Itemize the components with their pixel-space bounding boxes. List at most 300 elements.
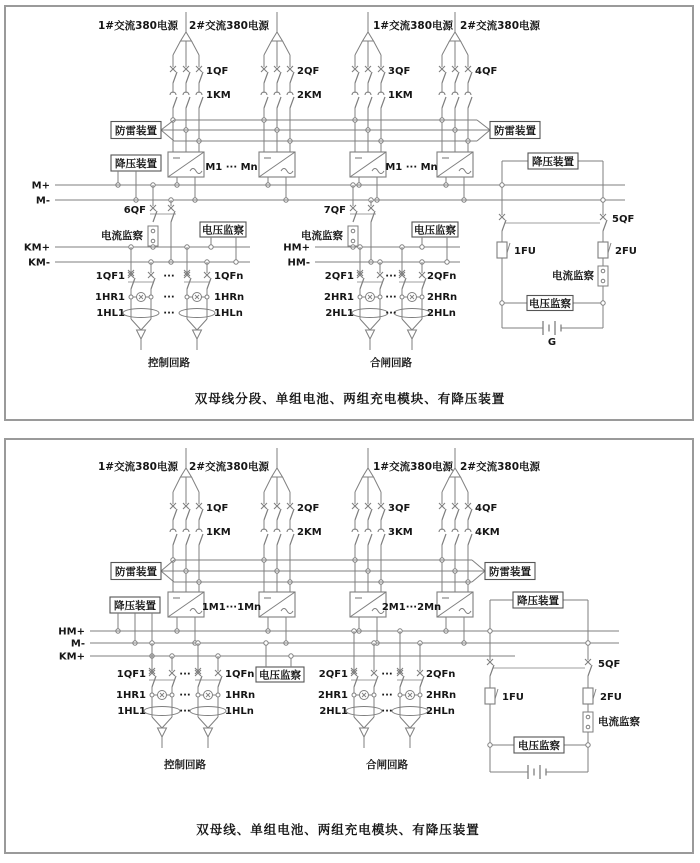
current-sensor-icon	[151, 239, 155, 243]
battery-breaker-label: 5QF	[598, 659, 621, 670]
source-triangle-icon	[363, 32, 374, 41]
wire	[264, 41, 272, 55]
bus-label: KM+	[58, 651, 85, 663]
junction-dot	[586, 641, 590, 645]
contactor-icon	[378, 529, 384, 532]
fuse-label: 2FU	[600, 692, 622, 703]
wire	[400, 717, 410, 728]
contactor-icon	[170, 92, 176, 95]
wire	[472, 560, 485, 571]
junction-dot	[400, 295, 404, 299]
current-sensor-icon	[601, 269, 605, 273]
breaker-blade	[207, 278, 211, 289]
current-monitor-label: 电流监察	[598, 716, 640, 728]
hl-lens-icon	[352, 309, 388, 318]
fuse-label: 2FU	[615, 246, 637, 257]
contactor-icon	[439, 529, 445, 532]
breaker-blade	[355, 72, 359, 83]
breaker-blade	[186, 509, 190, 520]
breaker-blade	[290, 534, 294, 545]
breaker-blade	[368, 534, 372, 545]
wire	[192, 477, 200, 492]
ellipsis: ···	[179, 706, 191, 717]
bus-label: M+	[31, 180, 50, 192]
breaker-blade	[468, 97, 472, 108]
wire	[412, 319, 422, 330]
module-group-label: 1M1···1Mn	[201, 602, 262, 613]
breaker-blade	[380, 278, 384, 289]
breaker-blade	[277, 534, 281, 545]
junction-dot	[129, 295, 133, 299]
branch-label: 1QF1	[95, 271, 125, 282]
feed-breaker-label: 1QF	[206, 66, 229, 77]
junction-dot	[289, 654, 293, 658]
breaker-blade	[186, 72, 190, 83]
wire	[283, 477, 291, 492]
junction-dot	[420, 295, 424, 299]
breaker-blade	[468, 534, 472, 545]
breaker-blade	[381, 72, 385, 83]
wire	[187, 319, 197, 330]
ellipsis: ···	[385, 292, 397, 303]
junction-dot	[500, 301, 504, 305]
branch-label: 1QFn	[214, 271, 244, 282]
breaker-blade	[151, 278, 155, 289]
wire	[192, 41, 200, 55]
contactor-icon	[452, 92, 458, 95]
contactor-icon	[261, 529, 267, 532]
breaker-blade	[368, 509, 372, 520]
junction-dot	[586, 743, 590, 747]
wire	[152, 717, 162, 728]
voltage-monitor-label: 电压监察	[414, 224, 456, 237]
wire	[364, 717, 374, 728]
breaker-blade	[381, 509, 385, 520]
module-group-label: M1 ··· Mn	[385, 162, 438, 173]
current-monitor-label: 电流监察	[101, 230, 143, 242]
feed-breaker-label: 4QF	[475, 66, 498, 77]
breaker-blade	[218, 676, 222, 687]
outgoing-arrow-icon	[193, 330, 202, 339]
current-monitor-label: 电流监察	[301, 230, 343, 242]
breaker-blade	[603, 220, 607, 231]
bus-label: M-	[70, 638, 85, 650]
breaker-blade	[186, 534, 190, 545]
branch-label: 1HRn	[214, 292, 245, 303]
branch-label: 2HL1	[319, 706, 348, 717]
breaker-blade	[368, 97, 372, 108]
contactor-icon	[287, 529, 293, 532]
wire	[162, 717, 172, 728]
breaker-blade	[442, 509, 446, 520]
breaker-blade	[198, 676, 202, 687]
breaker-blade	[455, 509, 459, 520]
junction-dot	[420, 245, 424, 249]
junction-dot	[150, 693, 154, 697]
breaker-blade	[186, 97, 190, 108]
panel-caption: 双母线分段、单组电池、两组充电模块、有降压装置	[194, 391, 506, 406]
breaker-blade	[355, 509, 359, 520]
breaker-blade	[290, 72, 294, 83]
wire	[161, 130, 174, 141]
feed-breaker-label: 3QF	[388, 503, 411, 514]
fuse-icon	[485, 688, 495, 704]
schematic-canvas-top	[6, 7, 692, 419]
breaker-blade	[442, 534, 446, 545]
branch-label: 1HR1	[95, 292, 125, 303]
feed-contactor-label: 3KM	[388, 527, 413, 538]
breaker-blade	[264, 534, 268, 545]
current-monitor-label: 电流监察	[552, 270, 594, 282]
contactor-icon	[196, 92, 202, 95]
current-sensor-icon	[351, 229, 355, 233]
breaker-blade	[468, 509, 472, 520]
outgoing-arrow-icon	[204, 728, 213, 737]
ellipsis: ···	[163, 292, 175, 303]
fuse-icon	[497, 242, 507, 258]
breaker-blade	[173, 509, 177, 520]
source-label: 1#交流380电源	[373, 461, 454, 473]
breaker-blade	[199, 534, 203, 545]
junction-dot	[264, 641, 268, 645]
breaker-blade	[420, 676, 424, 687]
branch-label: 2HL1	[325, 308, 354, 319]
outgoing-arrow-icon	[406, 728, 415, 737]
source-triangle-icon	[272, 468, 283, 477]
branch-label: 1HL1	[96, 308, 125, 319]
junction-dot	[205, 295, 209, 299]
contactor-icon	[378, 92, 384, 95]
source-triangle-icon	[272, 32, 283, 41]
surge-protector-label: 防雷装置	[115, 124, 157, 137]
branch-label: 1HR1	[116, 690, 146, 701]
contactor-icon	[274, 529, 280, 532]
breaker-blade	[588, 665, 592, 676]
outgoing-arrow-icon	[366, 330, 375, 339]
current-sensor-icon	[351, 239, 355, 243]
breaker-blade	[264, 72, 268, 83]
contactor-icon	[365, 529, 371, 532]
wire	[355, 41, 363, 55]
voltage-monitor-label: 电压监察	[518, 739, 560, 752]
feed-breaker-label: 3QF	[388, 66, 411, 77]
module-group-label: M1 ··· Mn	[205, 162, 258, 173]
feed-breaker-label: 2QF	[297, 66, 320, 77]
source-label: 2#交流380电源	[460, 461, 541, 473]
breaker-blade	[368, 72, 372, 83]
breaker-blade	[152, 676, 156, 687]
contactor-icon	[170, 529, 176, 532]
breaker-blade	[277, 97, 281, 108]
current-sensor-icon	[601, 279, 605, 283]
fuse-label: 1FU	[502, 692, 524, 703]
feed-contactor-label: 1KM	[388, 90, 413, 101]
surge-protector-label: 防雷装置	[494, 124, 536, 137]
contactor-icon	[365, 92, 371, 95]
wire	[374, 477, 382, 492]
breaker-blade	[455, 534, 459, 545]
circuit-caption: 合闸回路	[370, 357, 412, 369]
breaker-blade	[371, 211, 375, 222]
branch-label: 2HLn	[426, 706, 455, 717]
junction-dot	[352, 693, 356, 697]
branch-label: 2HLn	[427, 308, 456, 319]
breaker-blade	[199, 509, 203, 520]
wire	[374, 41, 382, 55]
bus-label: KM-	[28, 257, 50, 269]
fuse-label: 1FU	[514, 246, 536, 257]
ellipsis: ···	[381, 690, 393, 701]
branch-label: 2HRn	[426, 690, 457, 701]
junction-dot	[488, 629, 492, 633]
branch-label: 2QFn	[427, 271, 457, 282]
bus-label: M-	[35, 195, 50, 207]
contactor-icon	[274, 92, 280, 95]
feeder-breaker-label: 7QF	[323, 205, 346, 216]
contactor-icon	[352, 529, 358, 532]
contactor-icon	[439, 92, 445, 95]
breaker-blade	[173, 534, 177, 545]
wire	[360, 319, 370, 330]
breaker-blade	[381, 97, 385, 108]
wire	[264, 477, 272, 492]
ellipsis: ···	[381, 706, 393, 717]
branch-label: 2QFn	[426, 669, 456, 680]
contactor-icon	[465, 92, 471, 95]
breaker-blade	[442, 72, 446, 83]
wire	[197, 319, 207, 330]
contactor-icon	[261, 92, 267, 95]
branch-label: 1HRn	[225, 690, 256, 701]
ellipsis: ···	[381, 669, 393, 680]
wire	[461, 41, 469, 55]
generator-label: G	[547, 337, 557, 348]
breaker-blade	[290, 509, 294, 520]
source-triangle-icon	[450, 32, 461, 41]
contactor-icon	[465, 529, 471, 532]
wire	[173, 477, 181, 492]
hl-lens-icon	[392, 707, 428, 716]
branch-label: 2HR1	[324, 292, 354, 303]
breaker-blade	[173, 97, 177, 108]
junction-dot	[601, 301, 605, 305]
breaker-blade	[199, 97, 203, 108]
branch-label: 2HRn	[427, 292, 458, 303]
breaker-blade	[153, 211, 157, 222]
source-label: 1#交流380电源	[97, 461, 178, 473]
feed-breaker-label: 2QF	[297, 503, 320, 514]
breaker-blade	[264, 97, 268, 108]
wire	[283, 41, 291, 55]
breaker-blade	[277, 509, 281, 520]
voltage-monitor-label: 电压监察	[259, 669, 301, 682]
breaker-blade	[355, 97, 359, 108]
battery-breaker-label: 5QF	[612, 214, 635, 225]
contactor-icon	[196, 529, 202, 532]
branch-label: 1QF1	[116, 669, 146, 680]
module-group-label: 2M1···2Mn	[381, 602, 442, 613]
hl-lens-icon	[394, 309, 430, 318]
branch-label: 2QF1	[324, 271, 354, 282]
breaker-blade	[422, 278, 426, 289]
breaker-blade	[173, 72, 177, 83]
wire	[410, 717, 420, 728]
breaker-blade	[455, 97, 459, 108]
wire	[173, 41, 181, 55]
source-triangle-icon	[181, 32, 192, 41]
feed-contactor-label: 2KM	[297, 527, 322, 538]
junction-dot	[372, 693, 376, 697]
branch-label: 1HL1	[117, 706, 146, 717]
junction-dot	[398, 693, 402, 697]
schematic-panel-top	[4, 5, 694, 421]
contactor-icon	[287, 92, 293, 95]
outgoing-arrow-icon	[137, 330, 146, 339]
circuit-caption: 控制回路	[148, 357, 190, 369]
hl-lens-icon	[123, 309, 159, 318]
junction-dot	[500, 183, 504, 187]
source-label: 2#交流380电源	[188, 20, 269, 32]
fuse-icon	[583, 688, 593, 704]
wire	[208, 717, 218, 728]
bus-label: HM+	[283, 242, 310, 254]
contactor-icon	[183, 92, 189, 95]
hl-lens-icon	[179, 309, 215, 318]
breaker-blade	[277, 72, 281, 83]
hl-lens-icon	[346, 707, 382, 716]
wire	[472, 571, 485, 582]
outgoing-arrow-icon	[158, 728, 167, 737]
wire	[442, 41, 450, 55]
breaker-blade	[381, 534, 385, 545]
current-sensor-icon	[151, 229, 155, 233]
wire	[477, 130, 490, 141]
ellipsis: ···	[385, 308, 397, 319]
ellipsis: ···	[163, 271, 175, 282]
junction-dot	[149, 295, 153, 299]
schematic-panel-bottom	[4, 438, 694, 854]
fuse-icon	[598, 242, 608, 258]
junction-dot	[170, 693, 174, 697]
bus-label: HM-	[287, 257, 310, 269]
breaker-blade	[355, 534, 359, 545]
branch-label: 2QF1	[318, 669, 348, 680]
breaker-blade	[374, 676, 378, 687]
junction-dot	[378, 295, 382, 299]
panel-caption: 双母线、单组电池、两组充电模块、有降压装置	[196, 822, 480, 837]
breaker-blade	[353, 211, 357, 222]
hl-lens-icon	[190, 707, 226, 716]
ellipsis: ···	[179, 669, 191, 680]
breaker-blade	[468, 72, 472, 83]
feed-breaker-label: 4QF	[475, 503, 498, 514]
breaker-blade	[502, 220, 506, 231]
ellipsis: ···	[179, 690, 191, 701]
source-label: 2#交流380电源	[188, 461, 269, 473]
feed-breaker-label: 1QF	[206, 503, 229, 514]
source-label: 1#交流380电源	[373, 20, 454, 32]
breaker-blade	[290, 97, 294, 108]
wire	[354, 717, 364, 728]
junction-dot	[234, 260, 238, 264]
junction-dot	[216, 693, 220, 697]
ellipsis: ···	[163, 308, 175, 319]
stepdown-device-label: 降压装置	[115, 157, 157, 170]
junction-dot	[418, 693, 422, 697]
breaker-blade	[199, 72, 203, 83]
breaker-blade	[455, 72, 459, 83]
junction-dot	[358, 295, 362, 299]
wire	[131, 319, 141, 330]
ellipsis: ···	[385, 271, 397, 282]
source-label: 2#交流380电源	[460, 20, 541, 32]
surge-protector-label: 防雷装置	[489, 565, 531, 578]
stepdown-device-label: 降压装置	[532, 155, 574, 168]
contactor-icon	[183, 529, 189, 532]
wire	[161, 560, 174, 571]
branch-label: 1HLn	[225, 706, 254, 717]
outgoing-arrow-icon	[408, 330, 417, 339]
breaker-blade	[131, 278, 135, 289]
breaker-blade	[360, 278, 364, 289]
feed-contactor-label: 2KM	[297, 90, 322, 101]
voltage-monitor-label: 电压监察	[529, 297, 571, 310]
feed-contactor-label: 1KM	[206, 527, 231, 538]
wire	[442, 477, 450, 492]
schematic-canvas-bottom	[6, 440, 692, 852]
junction-dot	[445, 260, 449, 264]
wire	[198, 717, 208, 728]
feed-contactor-label: 1KM	[206, 90, 231, 101]
contactor-icon	[352, 92, 358, 95]
bus-label: HM+	[58, 626, 85, 638]
circuit-caption: 合闸回路	[366, 759, 408, 771]
breaker-blade	[442, 97, 446, 108]
wire	[161, 120, 174, 130]
hl-lens-icon	[144, 707, 180, 716]
feed-contactor-label: 4KM	[475, 527, 500, 538]
current-sensor-icon	[586, 715, 590, 719]
wire	[370, 319, 380, 330]
breaker-blade	[171, 211, 175, 222]
wire	[461, 477, 469, 492]
branch-label: 1QFn	[225, 669, 255, 680]
breaker-blade	[264, 509, 268, 520]
feeder-breaker-label: 6QF	[123, 205, 146, 216]
wire	[161, 571, 174, 582]
breaker-blade	[490, 665, 494, 676]
breaker-blade	[400, 676, 404, 687]
outgoing-arrow-icon	[360, 728, 369, 737]
wire	[477, 120, 490, 130]
circuit-caption: 控制回路	[164, 759, 206, 771]
stepdown-device-label: 降压装置	[517, 594, 559, 607]
breaker-blade	[402, 278, 406, 289]
wire	[355, 477, 363, 492]
branch-label: 1HLn	[214, 308, 243, 319]
branch-label: 2HR1	[318, 690, 348, 701]
stepdown-device-label: 降压装置	[114, 599, 156, 612]
source-triangle-icon	[363, 468, 374, 477]
junction-dot	[488, 743, 492, 747]
surge-protector-label: 防雷装置	[115, 565, 157, 578]
wire	[402, 319, 412, 330]
breaker-blade	[187, 278, 191, 289]
contactor-icon	[452, 529, 458, 532]
junction-dot	[185, 295, 189, 299]
source-label: 1#交流380电源	[97, 20, 178, 32]
bus-label: KM+	[23, 242, 50, 254]
